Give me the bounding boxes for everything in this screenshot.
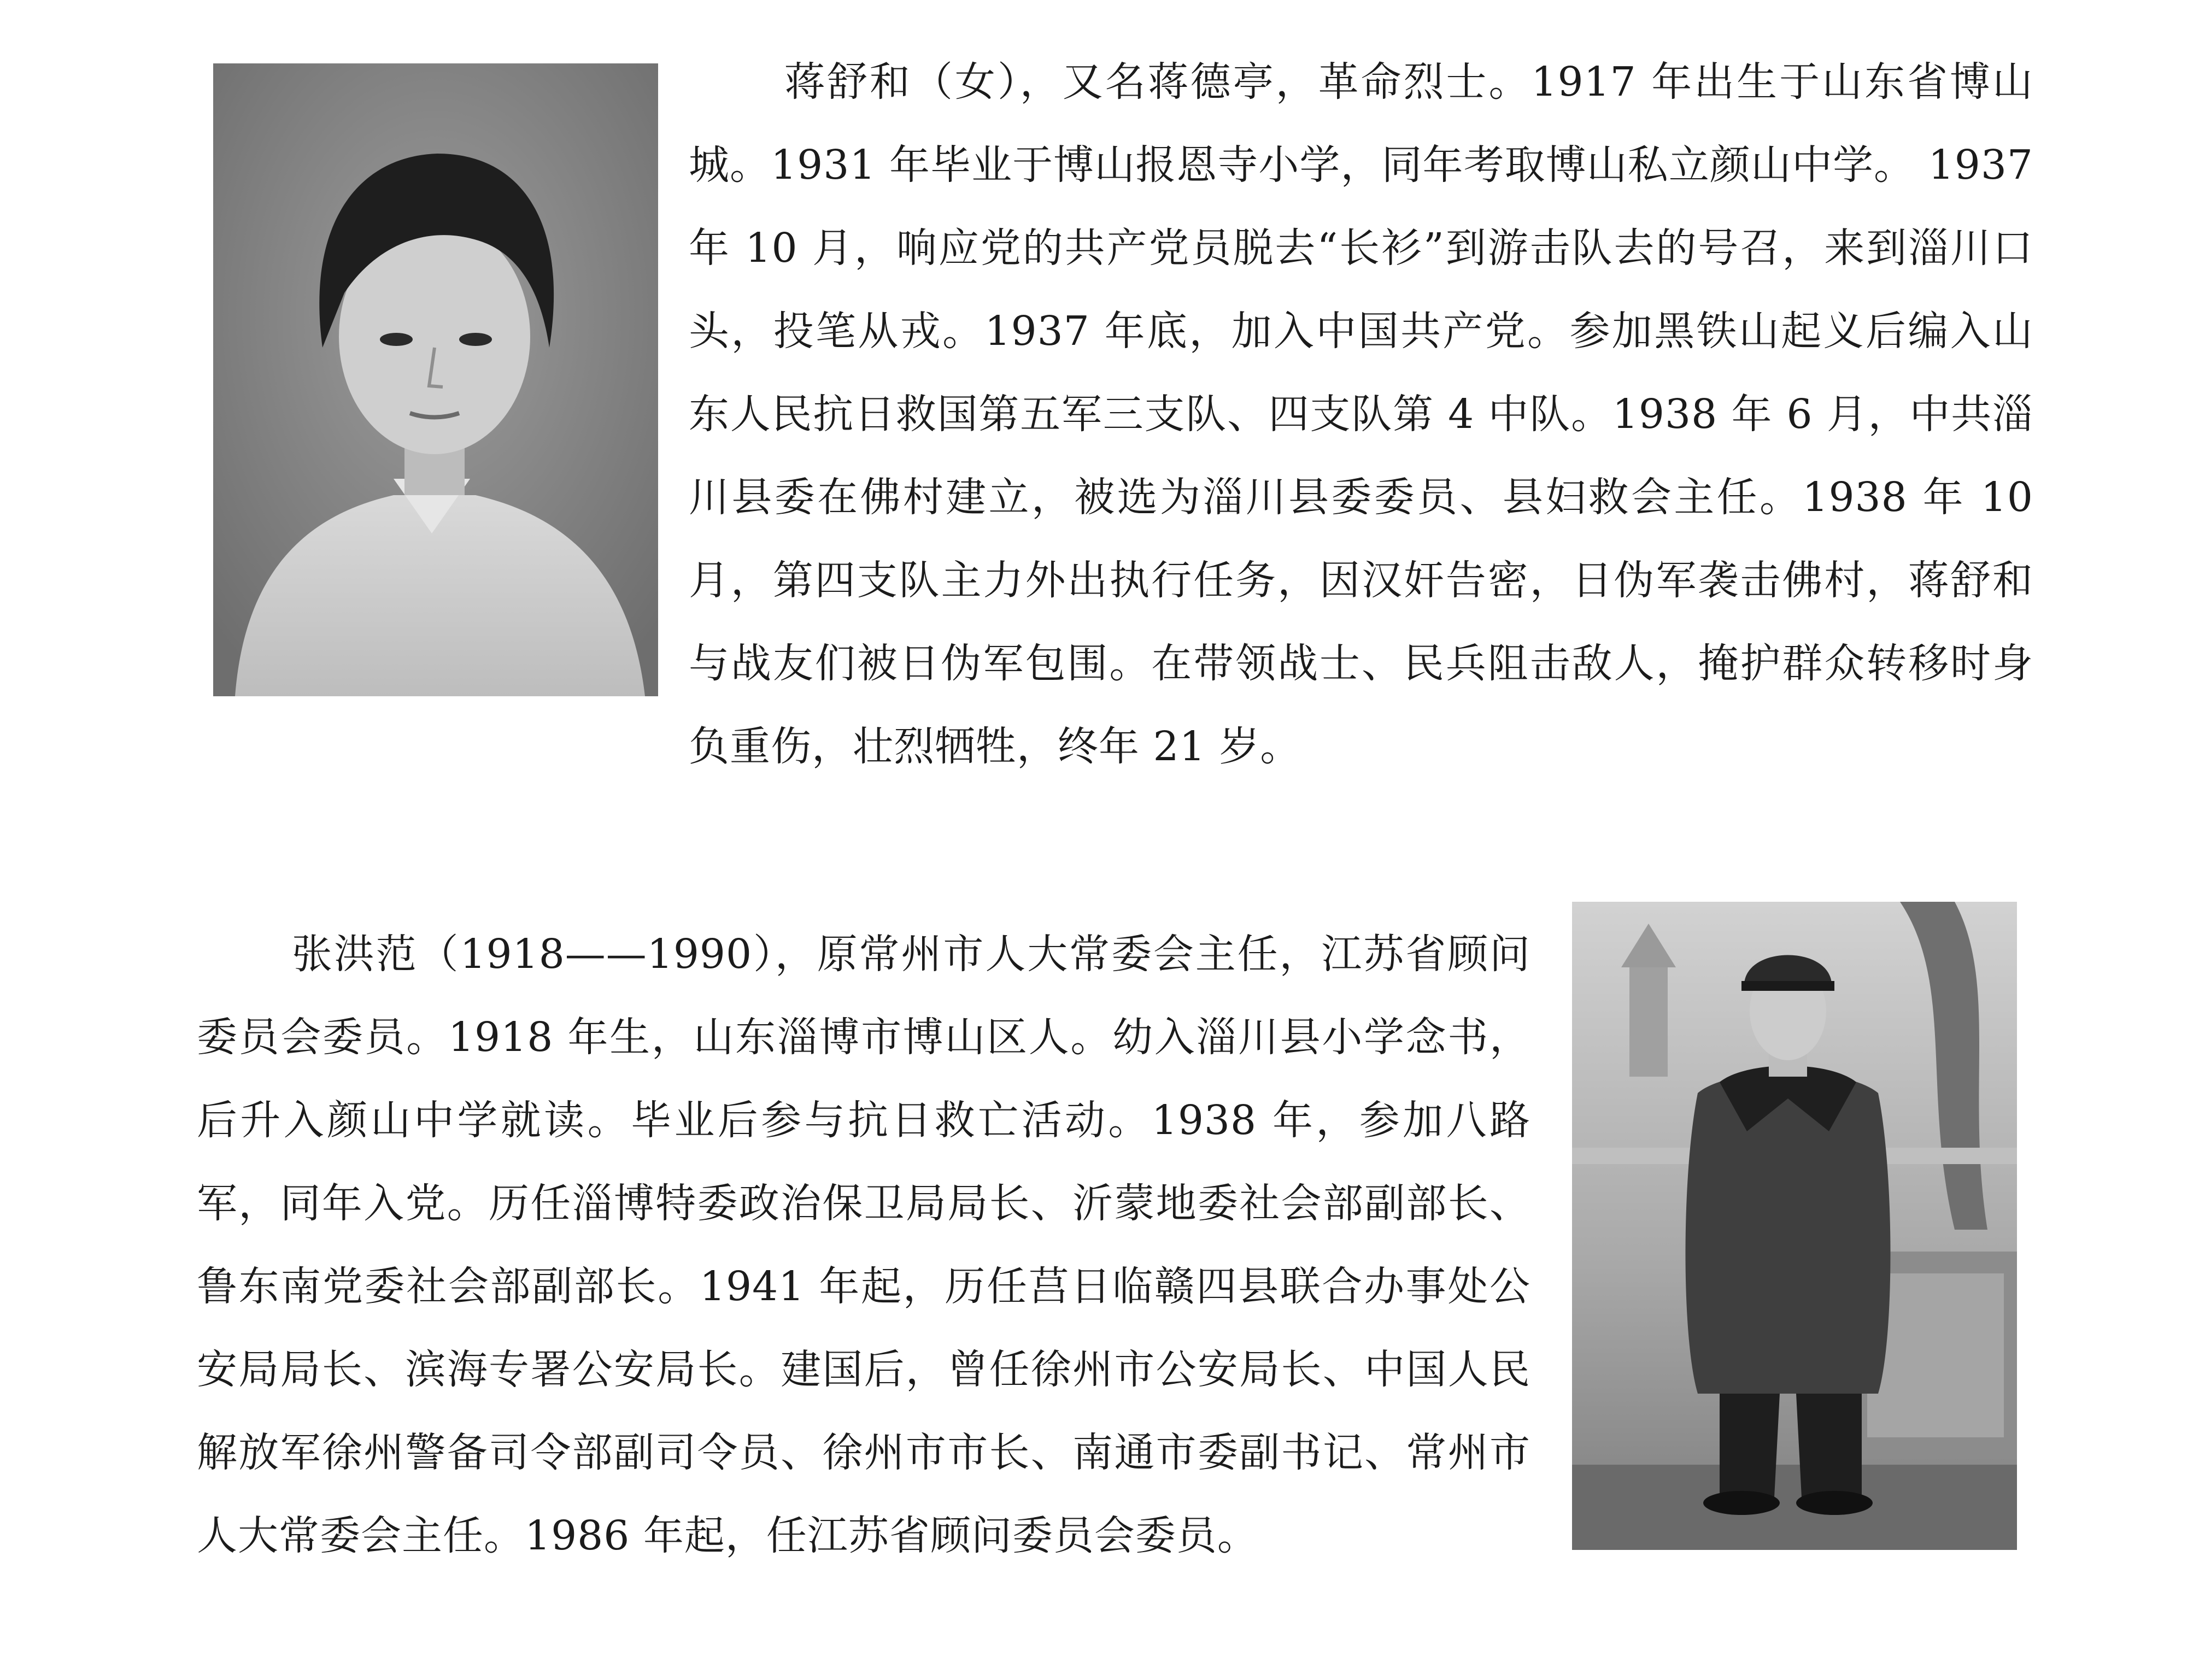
biography-zhang-hongfan: [197, 913, 1530, 1577]
biography-jiang-shuhe: [197, 40, 2033, 788]
biography-text: 蒋舒和（女），又名蒋德亭，革命烈士。1917 年出生于山东省博山城。1931 年毕业于博山报恩寺小学，同年考取博山私立颜山中学。 1937 年 10 月，响应党的共产党员脱去“长衫”到游击队去的号召，来到淄川口头，投笔从戎。1937 年底，加入中国共产党。参加黑铁山起义后编入山东人民抗日救国第五军三支队、四支队第 4 中队。1938 年 6 月，中共淄川县委在佛村建立，被选为淄川县委委员、县妇救会主任。1938 年 10 月，第四支队主力外出执行任务，因汉奸告密，日伪军袭击佛村，蒋舒和与战友们被日伪军包围。在带领战士、民兵阻击敌人，掩护群众转移时身负重伤，壮烈牺牲，终年 21 岁。: [689, 58, 2033, 770]
biography-text: 张洪范（1918——1990），原常州市人大常委会主任，江苏省顾问委员会委员。1918 年生，山东淄博市博山区人。幼入淄川县小学念书，后升入颜山中学就读。毕业后参与抗日救亡活动。1938 年，参加八路军，同年入党。历任淄博特委政治保卫局局长、沂蒙地委社会部副部长、鲁东南党委社会部副部长。1941 年起，历任莒日临赣四县联合办事处公安局局长、滨海专署公安局长。建国后，曾任徐州市公安局长、中国人民解放军徐州警备司令部副司令员、徐州市市长、南通市委副书记、常州市人大常委会主任。1986 年起，任江苏省顾问委员会委员。: [197, 931, 1530, 1559]
portrait-man-standing-photo: [1572, 902, 2017, 1550]
portrait-man-icon: [1572, 902, 2017, 1550]
photo-spacer: [197, 40, 689, 707]
